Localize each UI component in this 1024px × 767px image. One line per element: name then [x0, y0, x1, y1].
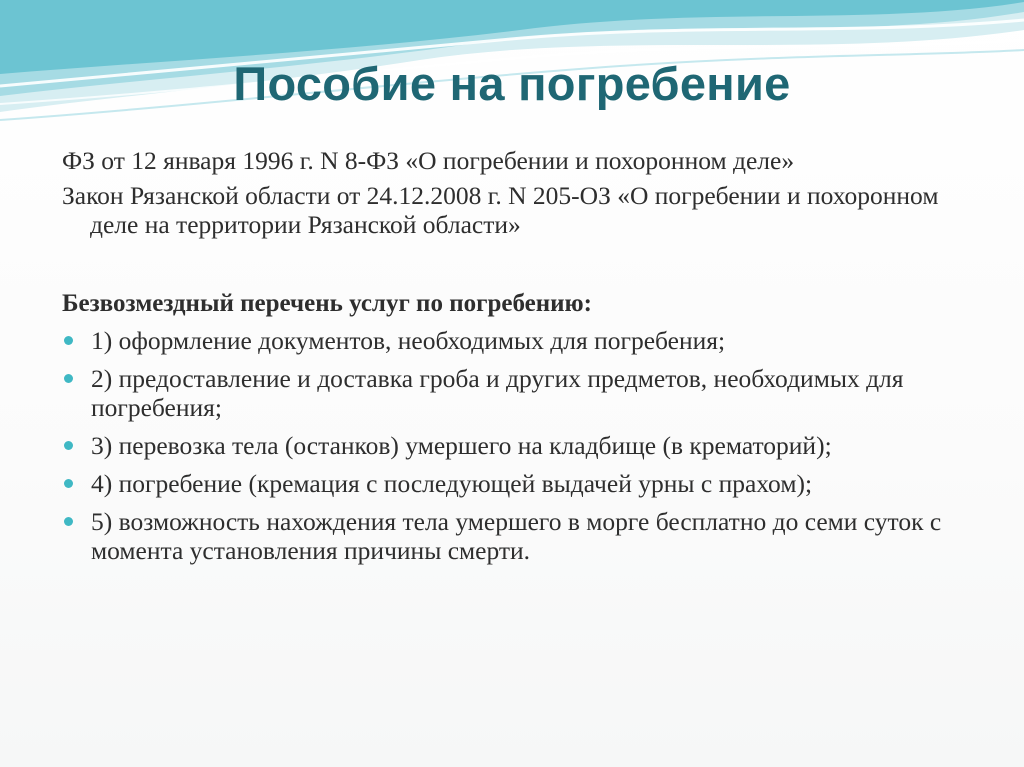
bullet-dot-icon [64, 336, 73, 345]
bullet-dot-icon [64, 374, 73, 383]
services-list [62, 326, 982, 565]
list-item [62, 469, 982, 498]
law-reference-federal: ФЗ от 12 января 1996 г. N 8-ФЗ «О погребении и похоронном деле» [62, 146, 795, 175]
bullet-dot-icon [64, 441, 73, 450]
list-item-text: 1) оформление документов, необходимых для погребения; [91, 326, 726, 355]
bullet-dot-icon [64, 479, 73, 488]
bullet-dot-icon [64, 517, 73, 526]
list-item-text: 4) погребение (кремация с последующей выдачей урны с прахом); [91, 469, 813, 498]
page-title: Пособие на погребение [233, 57, 791, 110]
list-item-text: 3) перевозка тела (останков) умершего на кладбище (в крематорий); [91, 431, 832, 460]
law-reference-regional: Закон Рязанской области от 24.12.2008 г. N 205-ОЗ «О погребении и похоронном деле на территории Рязанской области» [62, 181, 939, 239]
list-item-text: 5) возможность нахождения тела умершего в морге бесплатно до семи суток с момента установления причины смерти. [91, 507, 942, 565]
list-item [62, 364, 982, 422]
list-item [62, 326, 982, 355]
section-spacer [62, 245, 982, 289]
list-item-text: 2) предоставление и доставка гроба и других предметов, необходимых для погребения; [91, 364, 904, 422]
slide-content [62, 146, 982, 574]
list-item [62, 507, 982, 565]
list-item [62, 431, 982, 460]
services-heading: Безвозмездный перечень услуг по погребению: [62, 290, 592, 317]
